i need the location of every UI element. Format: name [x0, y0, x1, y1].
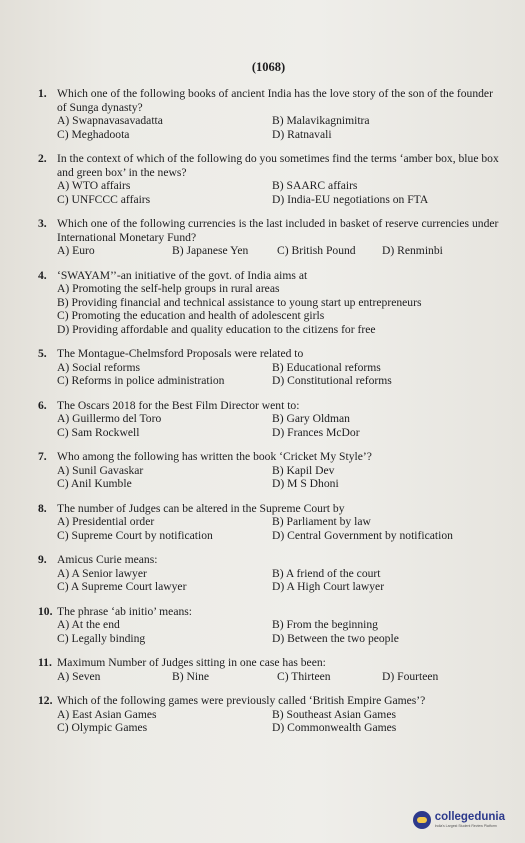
- option-a: A) Swapnavasavadatta: [57, 114, 163, 127]
- option-b: B) Parliament by law: [272, 515, 371, 528]
- option-c: C) Reforms in police administration: [57, 374, 225, 387]
- option-a: A) Seven: [57, 669, 101, 683]
- question-text: Amicus Curie means:: [57, 553, 158, 566]
- question-number: 8.: [38, 501, 47, 515]
- question-3: [38, 217, 499, 258]
- option-b: B) Southeast Asian Games: [272, 707, 396, 721]
- question-text: Which of the following games were previously called ‘British Empire Games’?: [57, 694, 426, 707]
- question-number: 4.: [38, 268, 47, 282]
- option-c: C) Supreme Court by notification: [57, 528, 213, 542]
- graduate-cap-icon: [413, 811, 431, 829]
- option-c: C) Thirteen: [277, 669, 331, 683]
- question-9: [38, 553, 499, 594]
- question-text: In the context of which of the following do you sometimes find the terms ‘amber box, blue box and green box’ in the news?: [57, 152, 499, 179]
- question-number: 3.: [38, 217, 47, 230]
- option-b: B) A friend of the court: [272, 566, 381, 580]
- question-text: The number of Judges can be altered in the Supreme Court by: [57, 501, 345, 515]
- question-10: [38, 605, 499, 646]
- option-a: A) Promoting the self-help groups in rural areas: [57, 282, 280, 295]
- option-b: B) SAARC affairs: [272, 179, 358, 192]
- question-text: ‘SWAYAM’’-an initiative of the govt. of India aims at: [57, 268, 308, 282]
- option-a: A) Social reforms: [57, 360, 141, 374]
- question-number: 7.: [38, 450, 47, 463]
- option-d: D) Between the two people: [272, 631, 399, 645]
- question-text: Who among the following has written the book ‘Cricket My Style’?: [57, 450, 372, 463]
- question-text: The phrase ‘ab initio’ means:: [57, 604, 192, 618]
- logo-name: collegedunia: [434, 811, 505, 823]
- option-a: A) Sunil Gavaskar: [57, 463, 144, 477]
- question-12: [38, 694, 499, 735]
- option-b: B) Malavikagnimitra: [272, 114, 370, 127]
- option-d: D) India-EU negotiations on FTA: [272, 192, 429, 206]
- option-b: B) Educational reforms: [272, 360, 381, 374]
- logo-tagline: India's Largest Student Review Platform: [434, 823, 497, 828]
- question-number: 12.: [38, 694, 53, 707]
- collegedunia-logo[interactable]: [413, 811, 505, 829]
- option-c: C) Meghadoota: [57, 127, 130, 141]
- question-text: Maximum Number of Judges sitting in one case has been:: [57, 656, 326, 669]
- question-number: 1.: [38, 87, 47, 100]
- option-b: B) Japanese Yen: [172, 244, 249, 257]
- option-d: D) Commonwealth Games: [272, 721, 397, 734]
- option-d: D) M S Dhoni: [272, 477, 339, 490]
- question-text: The Montague-Chelmsford Proposals were related to: [57, 347, 304, 360]
- question-6: [38, 399, 499, 440]
- question-5: [38, 347, 499, 388]
- option-c: C) Sam Rockwell: [57, 425, 140, 439]
- question-11: [38, 656, 499, 683]
- option-d: D) Constitutional reforms: [272, 374, 392, 387]
- question-text: Which one of the following currencies is the last included in basket of reserve currencies under International Monetary Fund?: [57, 217, 499, 244]
- option-a: A) East Asian Games: [57, 707, 157, 721]
- option-a: A) At the end: [57, 618, 120, 631]
- option-c: C) A Supreme Court lawyer: [57, 580, 187, 593]
- option-a: A) Guillermo del Toro: [57, 412, 162, 425]
- option-c: C) UNFCCC affairs: [57, 192, 151, 206]
- option-b: B) Kapil Dev: [272, 463, 335, 477]
- option-d: D) Frances McDor: [272, 425, 360, 439]
- question-8: [38, 502, 499, 543]
- question-1: [38, 87, 499, 141]
- option-d: D) Ratnavali: [272, 127, 332, 141]
- question-text: Which one of the following books of ancient India has the love story of the son of the founder of Sunga dynasty?: [57, 87, 493, 114]
- question-number: 2.: [38, 152, 47, 165]
- option-a: A) WTO affairs: [57, 179, 131, 192]
- option-b: B) Nine: [172, 669, 210, 683]
- option-c: C) Anil Kumble: [57, 477, 132, 490]
- option-c: C) Olympic Games: [57, 721, 148, 734]
- option-b: B) Providing financial and technical assistance to young start up entrepreneurs: [57, 295, 422, 309]
- option-a: A) Euro: [57, 244, 95, 257]
- question-7: [38, 450, 499, 491]
- option-d: D) Providing affordable and quality education to the citizens for free: [57, 322, 376, 336]
- question-text: The Oscars 2018 for the Best Film Director went to:: [57, 398, 300, 412]
- option-b: B) From the beginning: [272, 618, 378, 631]
- question-number: 9.: [38, 553, 47, 566]
- option-c: C) Promoting the education and health of adolescent girls: [57, 309, 325, 322]
- page-number: (1068): [251, 60, 286, 74]
- option-d: D) Fourteen: [382, 669, 439, 683]
- question-number: 11.: [38, 656, 52, 669]
- option-b: B) Gary Oldman: [272, 412, 350, 425]
- question-2: [38, 152, 499, 206]
- option-d: D) Renminbi: [382, 244, 443, 257]
- option-d: D) Central Government by notification: [272, 528, 453, 542]
- question-number: 5.: [38, 347, 47, 360]
- option-a: A) A Senior lawyer: [57, 566, 147, 580]
- question-number: 10.: [38, 604, 53, 618]
- option-c: C) Legally binding: [57, 631, 146, 645]
- option-a: A) Presidential order: [57, 515, 155, 528]
- question-number: 6.: [38, 398, 47, 412]
- option-d: D) A High Court lawyer: [272, 580, 385, 593]
- question-4: [38, 269, 499, 337]
- option-c: C) British Pound: [277, 244, 356, 257]
